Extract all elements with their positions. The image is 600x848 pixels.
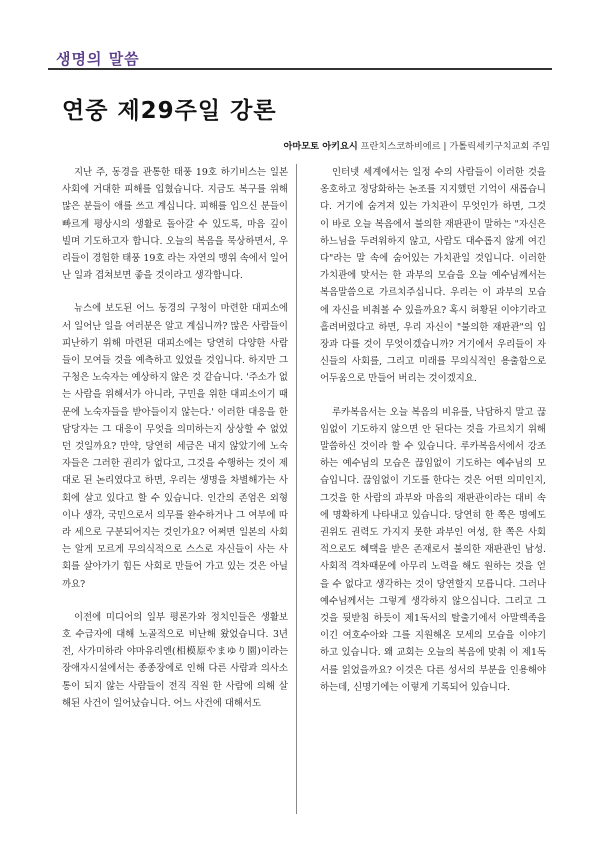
paragraph: 인터넷 세계에서는 일정 수의 사람들이 이러한 것을 옹호하고 정당화하는 논조를 지지했던 기억이 새롭습니다. 거기에 숨겨져 있는 가치관이 무엇인가 하면, 그것이 바로 오늘 복음에서 불의한 재판관이 말하는 "자신은 하느님을 두려워하지 않고, 사람도 대수롭지 않게 여긴다"라는 말 속에 숨어있는 가치관일 것입니다. 이러한 가치관에 맞서는 한 과부의 모습을 오늘 예수님께서는 복음말씀으로 가르치주십니다. 우리는 이 과부의 모습에 자신을 비춰볼 수 있을까요? 혹시 허황된 이야기라고 흘려버렸다고 하면, 우리 자신이 "불의한 재판관"의 입장과 다를 것이 무엇이겠습니까? 거기에서 우리들이 자신들의 사회를, 그리고 미래를 무의식적인 용출함으로 어두움으로 만들어 버리는 것이겠지요. [320,167,546,385]
byline [284,138,550,152]
paragraph: 루카복음서는 오늘 복음의 비유를, 낙담하지 말고 끊임없이 기도하지 않으면 안 된다는 것을 가르치기 위해 말씀하신 것이라 할 수 있습니다. 루카복음서에서 강조하는 예수님의 모습은 끊임없이 기도하는 예수님의 모습입니다. 끊임없이 기도를 한다는 것은 어떤 의미인지, 그것을 한 사람의 과부와 마음의 재판관이라는 대비 속에 명확하게 나타내고 있습니다. 당연히 한 쪽은 명예도 권위도 권력도 가지지 못한 과부인 여성, 한 쪽은 사회적으로도 혜택을 받은 존재로서 불의한 재판관인 남성. 사회적 격차때문에 아무리 노력을 해도 원하는 것을 얻을 수 없다고 생각하는 것이 당연할지 모릅니다. 그러나 예수님께서는 그렇게 생각하지 않으십니다. 그리고 그것을 뒷받침 하듯이 제1독서의 탈출기에서 아말렉족을 이긴 여호수아와 그를 지원해온 모세의 모습을 이야기하고 있습니다. 왜 교회는 오늘의 복음에 맞춰 이 제1독서를 읽었을까요? 이것은 다른 성서의 부분을 인용해야 하는데, 신명기에는 이렇게 기록되어 있습니다. [320,406,546,693]
paragraph: 뉴스에 보도된 어느 동경의 구청이 마련한 대피소에서 일어난 일을 여러분은 알고 계십니까? 많은 사람들이 피난하기 위해 마련된 대피소에는 당연히 다양한 사람들이 모여들 것을 예측하고 있었을 것입니다. 하지만 그 구청은 노숙자는 예상하지 않은 것 같습니다. '주소가 없는 사람을 위해서가 아니라, 구민을 위한 대피소이기 때문에 노숙자들을 받아들이지 않는다.' 이러한 대응을 한 담당자는 그 대응이 무엇을 의미하는지 상상할 수 없었던 것일까요? 만약, 당연히 세금은 내지 않았기에 노숙자들은 그러한 권리가 없다고, 그것을 수행하는 것이 제대로 된 논리였다고 하면, 우리는 생명을 차별해가는 사회에 살고 있다고 할 수 있습니다. 인간의 존엄은 외형이나 생각, 국민으로서 의무를 완수하거나 그 여부에 따라 세으로 구분되어지는 것인가요? 어쩌면 일본의 사회는 알게 모르게 무의식적으로 스스로 자신들이 사는 사회를 살아가기 힘든 사회로 만들어 가고 있는 것은 아닐까요? [62,303,288,590]
author-name: 아마모토 아키요시 [283,141,358,152]
paragraph: 이전에 미디어의 일부 평론가와 정치인들은 생활보호 수급자에 대해 노골적으로 비난해 왔었습니다. 3년 전, 사가미하라 야마유리엔(相模原やまゆり園)이라는 장애자시설에서는 종종장에로 인해 다른 사람과 의사소통이 되지 않는 사람들이 전직 직원 한 사람에 의해 살해된 사건이 일어났습니다. 어느 사건에 대해서도 [62,611,288,709]
paragraph: 지난 주, 동경을 관통한 태풍 19호 하기비스는 일본 사회에 거대한 피해를 입혔습니다. 지금도 복구를 위해 많은 분들이 애를 쓰고 계십니다. 피해를 입으신 분들이 빠르게 평상시의 생활로 돌아갈 수 있도록, 마음 깊이 빌며 기도하고자 합니다. 오늘의 복음을 묵상하면서, 우리들이 경험한 태풍 19호 라는 자연의 맹위 속에서 일어난 일과 겹쳐보면 좋을 것이라고 생각합니다. [62,167,288,282]
author-affiliation: 프란치스코하비에르 | 가톨릭세키구치교회 주임 [360,141,550,152]
right-column [320,164,546,712]
column-divider [296,164,297,814]
article-title: 연중 제29주일 강론 [62,98,277,124]
left-column [62,164,288,728]
header-divider [48,68,552,70]
section-label: 생명의 말씀 [56,50,140,68]
